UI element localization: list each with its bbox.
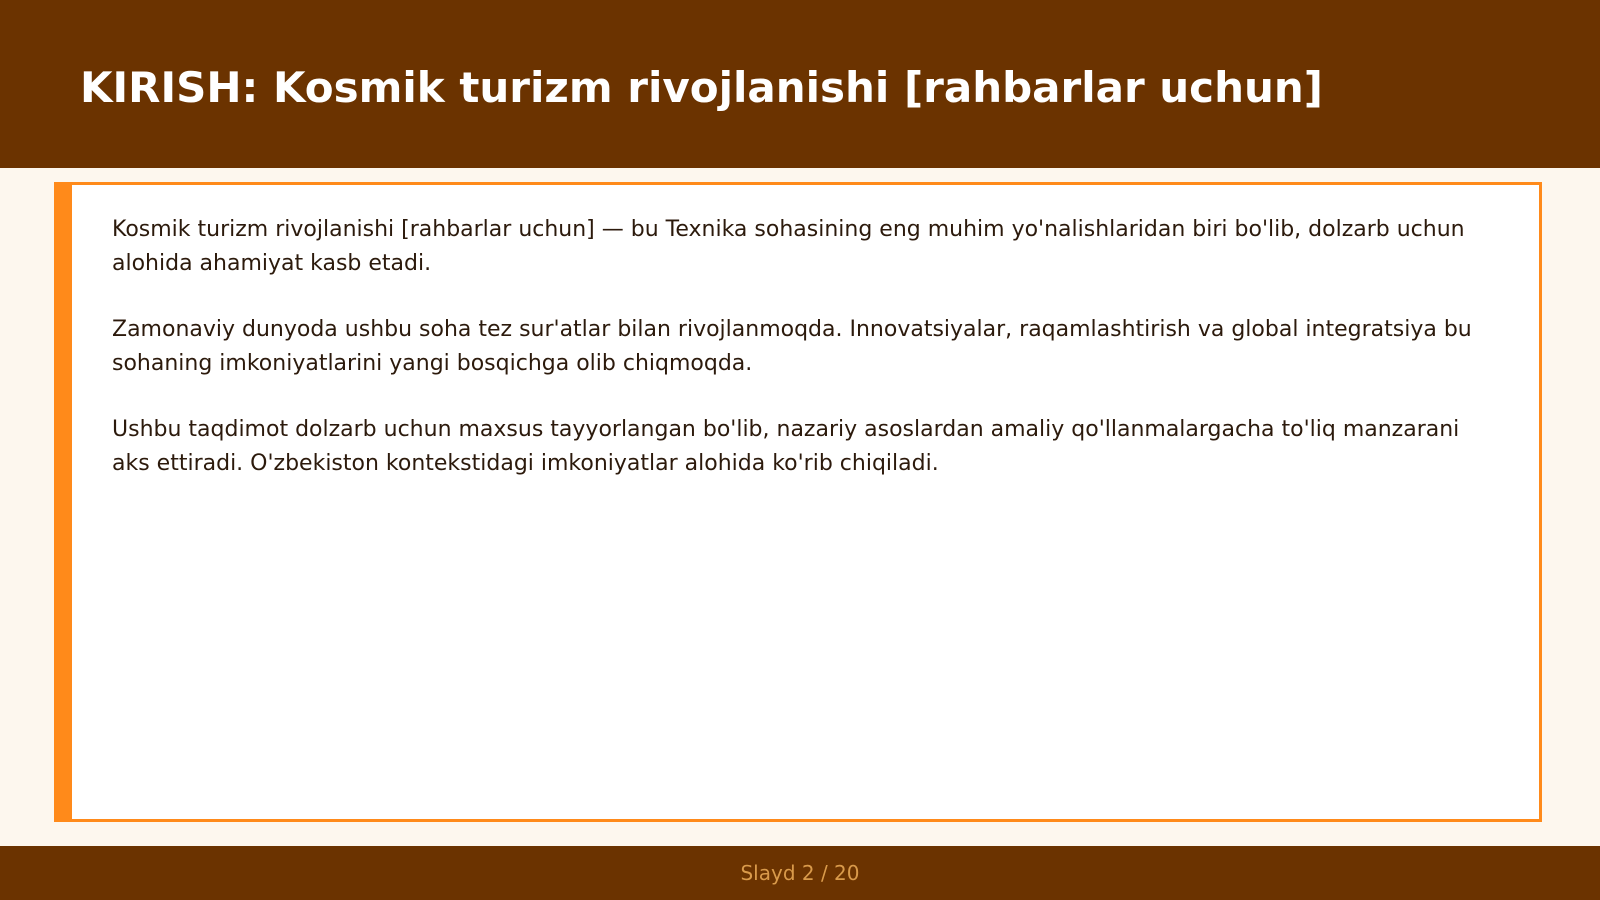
slide-header bbox=[0, 0, 1600, 168]
slide-number: Slayd 2 / 20 bbox=[740, 861, 860, 885]
content-card bbox=[54, 182, 1542, 822]
paragraph-3: Ushbu taqdimot dolzarb uchun maxsus tayyorlangan bo'lib, nazariy asoslardan amaliy qo'llanmalargacha to'liq manzarani aks ettiradi. O'zbekiston kontekstidagi imkoniyatlar alohida ko'rib chiqiladi. bbox=[112, 417, 1460, 476]
paragraph-1: Kosmik turizm rivojlanishi [rahbarlar uchun] — bu Texnika sohasining eng muhim yo'nalishlaridan biri bo'lib, dolzarb uchun alohida ahamiyat kasb etadi. bbox=[112, 217, 1465, 276]
slide-title: KIRISH: Kosmik turizm rivojlanishi [rahbarlar uchun] bbox=[80, 63, 1323, 112]
slide-footer bbox=[0, 846, 1600, 900]
paragraph-2: Zamonaviy dunyoda ushbu soha tez sur'atlar bilan rivojlanmoqda. Innovatsiyalar, raqamlashtirish va global integratsiya bu sohaning imkoniyatlarini yangi bosqichga olib chiqmoqda. bbox=[112, 317, 1472, 376]
body-text bbox=[112, 213, 1497, 513]
